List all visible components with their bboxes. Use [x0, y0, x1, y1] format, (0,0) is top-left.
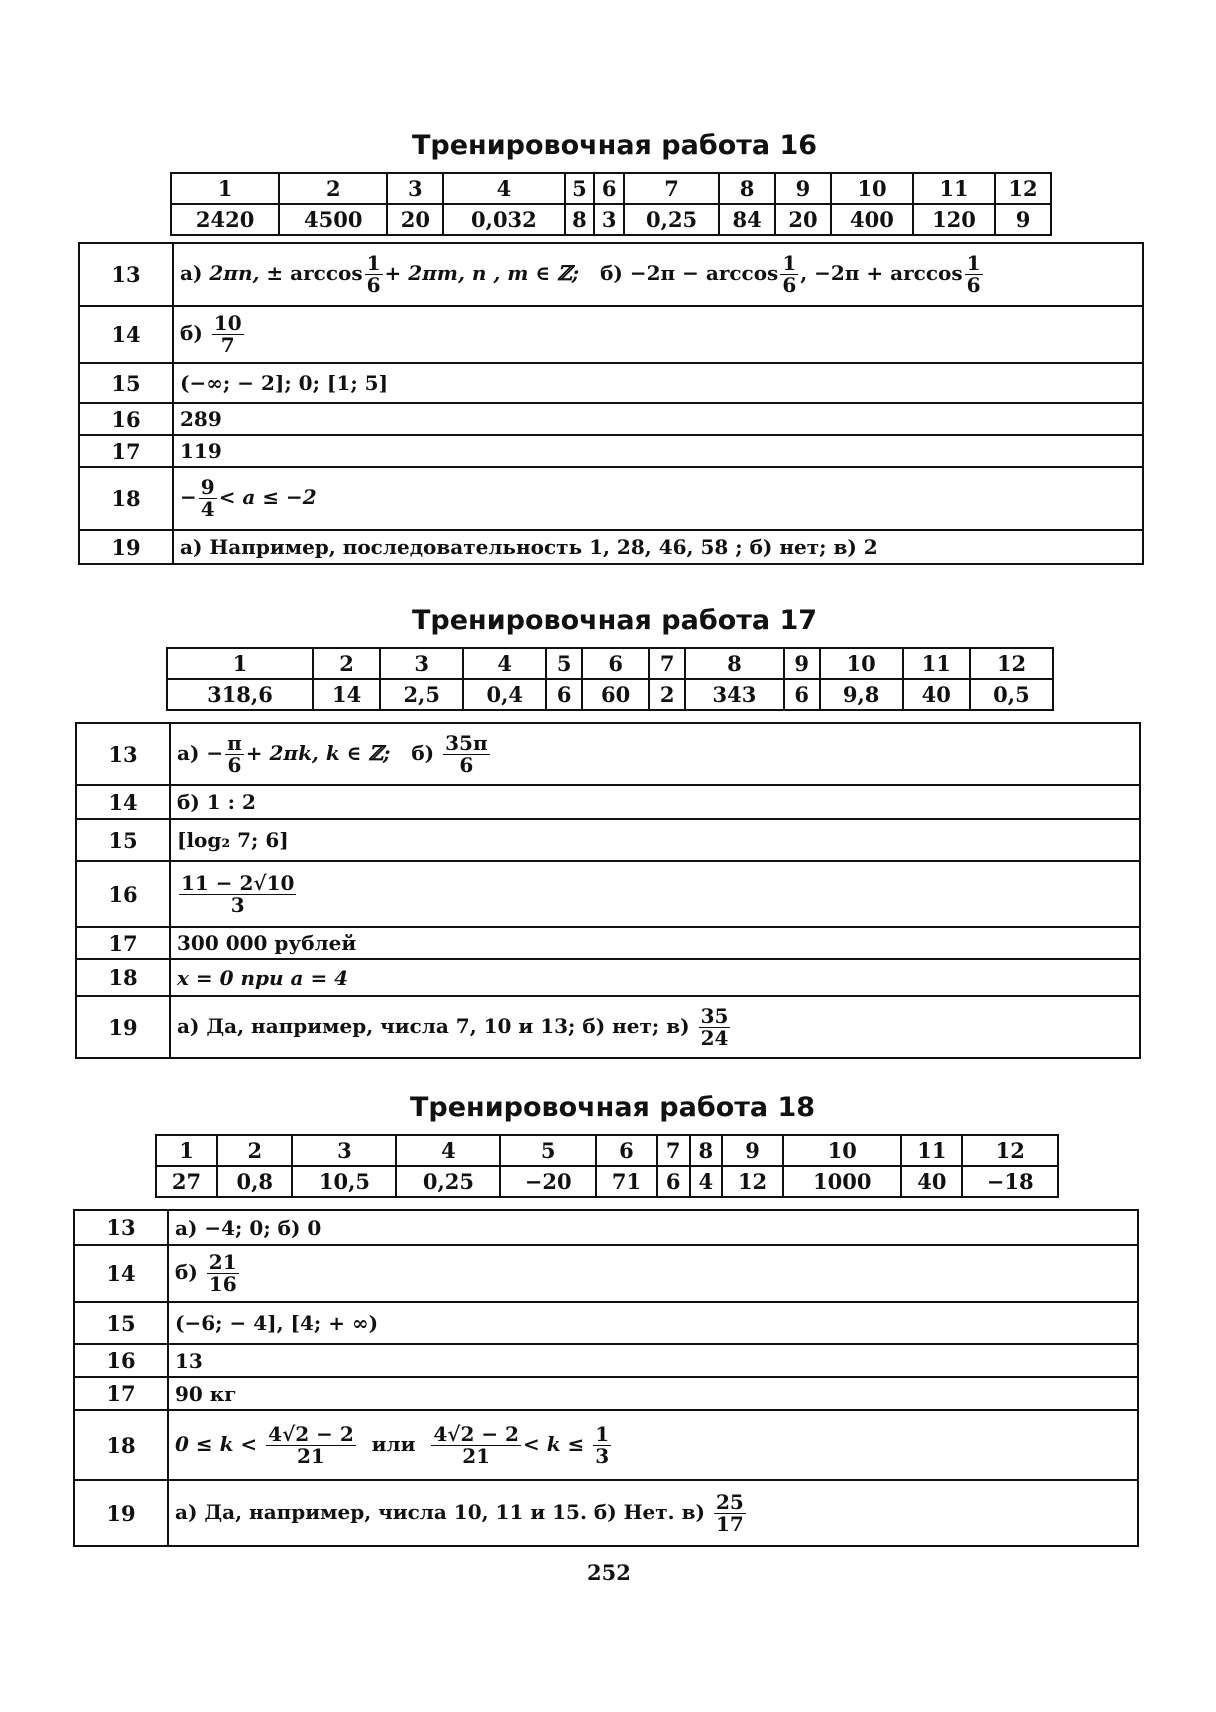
task-number: 13: [79, 243, 173, 306]
short-header-cell: 3: [387, 173, 443, 204]
short-header-cell: 9: [775, 173, 831, 204]
long-row: [74, 1410, 1138, 1480]
short-header-cell: 6: [596, 1135, 657, 1166]
short-header-cell: 7: [649, 648, 685, 679]
fraction: $\frac{35}{24}$: [700, 1003, 729, 1050]
fraction: $\frac{4√2 - 2}{21}$: [433, 1421, 519, 1468]
short-header-cell: 1: [156, 1135, 217, 1166]
fraction: $\frac{21}{16}$: [208, 1250, 237, 1296]
long-row: [79, 435, 1143, 467]
short-answer-cell: 60: [582, 679, 649, 710]
short-header-cell: 4: [463, 648, 546, 679]
task-answer: x = 0 при a = 4: [170, 959, 1140, 996]
long-row: [76, 819, 1140, 861]
task-number: 14: [79, 306, 173, 363]
task-number: 16: [76, 861, 170, 927]
answer-part: < k ≤: [522, 1431, 585, 1456]
short-answer-cell: 8: [565, 204, 595, 235]
task-number: 15: [79, 363, 173, 403]
task-answer: (−∞; − 2]; 0; [1; 5]: [173, 363, 1143, 403]
short-header-cell: 7: [657, 1135, 690, 1166]
short-answer-cell: 12: [722, 1166, 783, 1197]
long-row: [74, 1302, 1138, 1344]
short-answer-cell: 4500: [279, 204, 387, 235]
long-row: [76, 959, 1140, 996]
fraction: $\frac{1}{6}$: [782, 251, 797, 297]
short-header-cell: 5: [565, 173, 595, 204]
task-number: 15: [74, 1302, 168, 1344]
short-answer-cell: 14: [313, 679, 380, 710]
short-header-cell: 6: [582, 648, 649, 679]
task-answer: [168, 1480, 1138, 1546]
task-answer: (−6; − 4], [4; + ∞): [168, 1302, 1138, 1344]
answer-part: а) Да, например, числа 7, 10 и 13; б) нет; в): [177, 1013, 690, 1038]
short-answer-cell: 120: [913, 204, 995, 235]
short-answer-cell: 9: [995, 204, 1051, 235]
answer-part: а) Да, например, числа 10, 11 и 15. б) Нет. в): [175, 1499, 705, 1524]
fraction: $\frac{1}{6}$: [966, 251, 981, 297]
short-header-cell: 6: [594, 173, 624, 204]
short-header-cell: 10: [820, 648, 903, 679]
task-number: 19: [74, 1480, 168, 1546]
answer-part: а): [180, 261, 203, 285]
short-answer-cell: 3: [594, 204, 624, 235]
long-row: [79, 403, 1143, 435]
short-header-cell: 1: [171, 173, 279, 204]
long-row: [79, 467, 1143, 530]
short-header-cell: 10: [831, 173, 913, 204]
short-answer-cell: 20: [387, 204, 443, 235]
short-answer-cell: 71: [596, 1166, 657, 1197]
short-header-cell: 2: [279, 173, 387, 204]
long-row: [74, 1210, 1138, 1245]
answer-part: 0 ≤ k <: [175, 1431, 258, 1456]
short-header-row: [156, 1135, 1058, 1166]
long-row: [79, 530, 1143, 564]
long-row: [74, 1480, 1138, 1546]
fraction: $\frac{10}{7}$: [213, 311, 242, 357]
task-number: 13: [76, 723, 170, 785]
short-answer-cell: 9,8: [820, 679, 903, 710]
answer-part: а) −: [177, 740, 224, 765]
fraction: $\frac{4√2 - 2}{21}$: [268, 1421, 354, 1468]
short-answer-cell: 6: [657, 1166, 690, 1197]
short-answer-cell: 2: [649, 679, 685, 710]
short-header-cell: 3: [292, 1135, 396, 1166]
short-answer-cell: 318,6: [167, 679, 313, 710]
answer-part: , −2π + arccos: [800, 261, 963, 285]
short-answer-cell: 2,5: [380, 679, 463, 710]
task-number: 17: [74, 1377, 168, 1410]
task-answer: [168, 1410, 1138, 1480]
fraction: $\frac{35\pi}{6}$: [445, 730, 488, 777]
short-header-cell: 4: [396, 1135, 500, 1166]
short-answer-cell: −18: [962, 1166, 1058, 1197]
long-row: [76, 927, 1140, 959]
answer-part: б): [600, 261, 623, 285]
task-number: 18: [79, 467, 173, 530]
task-answer: 119: [173, 435, 1143, 467]
task-number: 19: [76, 996, 170, 1058]
task-number: 13: [74, 1210, 168, 1245]
fraction: $\frac{11 - 2√10}{3}$: [181, 870, 295, 917]
task-number: 16: [74, 1344, 168, 1377]
task-answer: а) −4; 0; б) 0: [168, 1210, 1138, 1245]
short-header-cell: 11: [903, 648, 970, 679]
answer-part: б): [175, 1260, 198, 1284]
short-answer-cell: −20: [500, 1166, 596, 1197]
short-answer-cell: 4: [690, 1166, 723, 1197]
long-row: [76, 996, 1140, 1058]
short-answer-cell: 0,25: [624, 204, 719, 235]
work-17-short-table: [166, 647, 1054, 711]
short-header-cell: 11: [901, 1135, 962, 1166]
short-header-cell: 2: [217, 1135, 292, 1166]
short-answer-cell: 10,5: [292, 1166, 396, 1197]
short-header-cell: 11: [913, 173, 995, 204]
short-answer-cell: 1000: [783, 1166, 901, 1197]
fraction: $\frac{1}{6}$: [366, 251, 381, 297]
task-answer: [170, 996, 1140, 1058]
short-header-cell: 5: [500, 1135, 596, 1166]
short-header-cell: 5: [546, 648, 582, 679]
task-answer: а) Например, последовательность 1, 28, 46, 58 ; б) нет; в) 2: [173, 530, 1143, 564]
short-header-cell: 2: [313, 648, 380, 679]
short-header-cell: 8: [690, 1135, 723, 1166]
task-number: 18: [76, 959, 170, 996]
long-row: [79, 363, 1143, 403]
task-answer: [170, 861, 1140, 927]
task-number: 16: [79, 403, 173, 435]
task-answer: 289: [173, 403, 1143, 435]
answer-part: −2π − arccos: [629, 261, 779, 285]
short-header-cell: 8: [685, 648, 784, 679]
short-answer-cell: 400: [831, 204, 913, 235]
long-row: [79, 306, 1143, 363]
short-answer-cell: 0,5: [970, 679, 1053, 710]
short-answer-cell: 0,4: [463, 679, 546, 710]
work-17-title: Тренировочная работа 17: [412, 605, 818, 636]
work-18-short-table: [155, 1134, 1059, 1198]
short-header-cell: 4: [443, 173, 564, 204]
short-header-cell: 1: [167, 648, 313, 679]
short-answer-row: [171, 204, 1051, 235]
short-answer-cell: 27: [156, 1166, 217, 1197]
short-header-cell: 8: [719, 173, 775, 204]
short-header-row: [171, 173, 1051, 204]
work-16-short-table: [170, 172, 1052, 236]
page-number: 252: [587, 1560, 631, 1585]
answer-part: −: [180, 485, 197, 509]
short-answer-row: [167, 679, 1053, 710]
task-answer: [173, 306, 1143, 363]
answer-part: < a ≤ −2: [218, 485, 317, 509]
short-answer-cell: 0,25: [396, 1166, 500, 1197]
short-answer-cell: 40: [903, 679, 970, 710]
short-answer-cell: 84: [719, 204, 775, 235]
long-row: [74, 1344, 1138, 1377]
answer-part: б): [180, 321, 203, 345]
short-header-cell: 12: [995, 173, 1051, 204]
task-number: 19: [79, 530, 173, 564]
short-answer-cell: 343: [685, 679, 784, 710]
answer-part: ± arccos: [266, 261, 363, 285]
task-answer: 300 000 рублей: [170, 927, 1140, 959]
work-18-long-table: [73, 1209, 1139, 1547]
short-answer-cell: 0,8: [217, 1166, 292, 1197]
short-answer-row: [156, 1166, 1058, 1197]
short-answer-cell: 20: [775, 204, 831, 235]
short-header-cell: 10: [783, 1135, 901, 1166]
task-answer: [168, 1245, 1138, 1302]
fraction: $\frac{9}{4}$: [200, 475, 215, 521]
long-row: [79, 243, 1143, 306]
short-header-row: [167, 648, 1053, 679]
task-answer: б) 1 : 2: [170, 785, 1140, 819]
task-number: 15: [76, 819, 170, 861]
short-answer-cell: 6: [546, 679, 582, 710]
long-row: [74, 1377, 1138, 1410]
task-number: 18: [74, 1410, 168, 1480]
short-answer-cell: 0,032: [443, 204, 564, 235]
work-18-title: Тренировочная работа 18: [410, 1092, 816, 1123]
long-row: [76, 861, 1140, 927]
answer-part: б): [411, 740, 435, 765]
fraction: $\frac{\pi}{6}$: [227, 730, 242, 777]
task-answer: [173, 243, 1143, 306]
answer-part: + 2πm, n , m ∈ ℤ;: [384, 261, 580, 285]
work-16-long-table: [78, 242, 1144, 565]
task-answer: 13: [168, 1344, 1138, 1377]
work-16-title: Тренировочная работа 16: [412, 130, 818, 161]
short-header-cell: 3: [380, 648, 463, 679]
task-answer: [170, 723, 1140, 785]
task-answer: [log₂ 7; 6]: [170, 819, 1140, 861]
short-header-cell: 9: [784, 648, 820, 679]
long-row: [76, 785, 1140, 819]
short-header-cell: 9: [722, 1135, 783, 1166]
work-17-long-table: [75, 722, 1141, 1059]
long-row: [76, 723, 1140, 785]
answer-part: 2πn,: [209, 261, 260, 285]
task-answer: [173, 467, 1143, 530]
task-number: 14: [74, 1245, 168, 1302]
fraction: $\frac{1}{3}$: [595, 1421, 610, 1468]
long-row: [74, 1245, 1138, 1302]
short-answer-cell: 40: [901, 1166, 962, 1197]
short-header-cell: 12: [970, 648, 1053, 679]
short-header-cell: 12: [962, 1135, 1058, 1166]
answer-part: + 2πk, k ∈ ℤ;: [245, 740, 391, 765]
short-answer-cell: 6: [784, 679, 820, 710]
short-header-cell: 7: [624, 173, 719, 204]
task-answer: 90 кг: [168, 1377, 1138, 1410]
fraction: $\frac{25}{17}$: [715, 1489, 744, 1536]
short-answer-cell: 2420: [171, 204, 279, 235]
task-number: 17: [79, 435, 173, 467]
task-number: 17: [76, 927, 170, 959]
task-number: 14: [76, 785, 170, 819]
answer-part: или: [371, 1431, 416, 1456]
